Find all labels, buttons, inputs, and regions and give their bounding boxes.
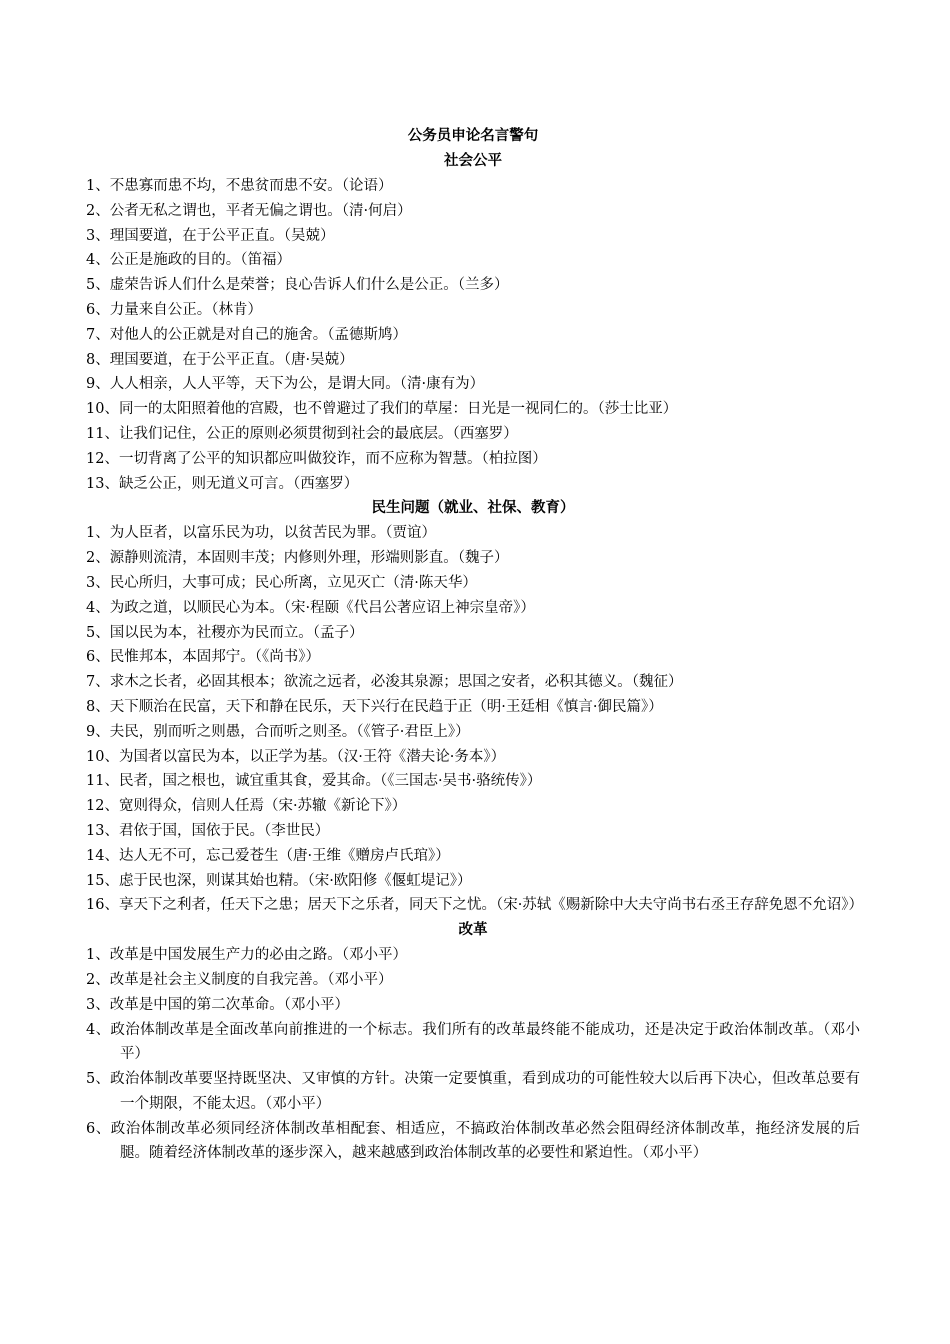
quote-item: 10、为国者以富民为本，以正学为基。（汉·王符《潜夫论·务本》） [86, 748, 506, 765]
quote-item: 11、让我们记住，公正的原则必须贯彻到社会的最底层。（西塞罗） [86, 425, 518, 442]
quote-item: 13、君依于国，国依于民。（李世民） [86, 822, 330, 839]
quote-item: 3、理国要道，在于公平正直。（吴兢） [86, 227, 335, 244]
quote-item: 12、宽则得众，信则人任焉（宋·苏辙《新论下》） [86, 798, 407, 815]
section-heading: 社会公平 [444, 153, 502, 169]
quote-item: 2、公者无私之谓也，平者无偏之谓也。（清·何启） [86, 202, 412, 219]
quote-item: 2、改革是社会主义制度的自我完善。（邓小平） [86, 971, 393, 988]
quote-item: 1、改革是中国发展生产力的必由之路。（邓小平） [86, 947, 407, 964]
quote-item: 9、人人相亲，人人平等，天下为公，是谓大同。（清·康有为） [86, 376, 485, 393]
section-heading: 民生问题（就业、社保、教育） [371, 500, 575, 517]
quote-item: 10、同一的太阳照着他的宫殿，也不曾避过了我们的草屋：日光是一视同仁的。（莎士比亚） [86, 401, 678, 418]
quote-item: 5、政治体制改革要坚持既坚决、又审慎的方针。决策一定要慎重，看到成功的可能性较大以后再下决心，但改革总要有一个期限，不能太迟。（邓小平） [86, 1071, 860, 1112]
quote-item: 5、国以民为本，社稷亦为民而立。（孟子） [86, 624, 364, 641]
quote-item: 7、对他人的公正就是对自己的施舍。（孟德斯鸠） [86, 326, 407, 343]
quote-item: 6、民惟邦本，本固邦宁。（《尚书》） [86, 649, 320, 666]
quote-item: 1、为人臣者，以富乐民为功，以贫苦民为罪。（贾谊） [86, 525, 436, 542]
quote-item: 12、一切背离了公平的知识都应叫做狡诈，而不应称为智慧。（柏拉图） [86, 450, 547, 467]
quote-item: 11、民者，国之根也，诚宜重其食，爱其命。（《三国志·吴书·骆统传》） [86, 773, 542, 790]
quote-item: 13、缺乏公正，则无道义可言。（西塞罗） [86, 475, 359, 492]
quote-item: 7、求木之长者，必固其根本；欲流之远者，必浚其泉源；思国之安者，必积其德义。（魏征） [86, 674, 683, 691]
quote-item: 8、天下顺治在民富，天下和静在民乐，天下兴行在民趋于正（明·王廷相《慎言·御民篇》） [86, 698, 663, 715]
quote-item: 2、源静则流清，本固则丰茂；内修则外理，形端则影直。（魏子） [86, 550, 509, 567]
quote-item: 4、公正是施政的目的。（笛福） [86, 252, 291, 269]
quote-item: 16、享天下之利者，任天下之患；居天下之乐者，同天下之忧。（宋·苏轼《赐新除中大夫守尚书右丞王存辞免恩不允诏》） [86, 897, 864, 914]
quote-item: 6、政治体制改革必须同经济体制改革相配套、相适应，不搞政治体制改革必然会阻碍经济体制改革，拖经济发展的后腿。随着经济体制改革的逐步深入，越来越感到政治体制改革的必要性和紧迫性。（邓小平） [86, 1120, 860, 1162]
quote-item: 8、理国要道，在于公平正直。（唐·吴兢） [86, 351, 354, 368]
quote-item: 14、达人无不可，忘己爱苍生（唐·王维《赠房卢氏琯》） [86, 847, 450, 864]
quote-item: 1、不患寡而患不均，不患贫而患不安。（论语） [86, 178, 393, 194]
quote-item: 6、力量来自公正。（林肯） [86, 301, 262, 318]
quote-item: 3、改革是中国的第二次革命。（邓小平） [86, 996, 349, 1013]
section-social-fairness [86, 149, 860, 496]
document-title: 公务员申论名言警句 [407, 128, 539, 144]
quote-item: 4、政治体制改革是全面改革向前推进的一个标志。我们所有的改革最终能不能成功，还是决定于政治体制改革。（邓小平） [86, 1021, 860, 1063]
section-reform [86, 918, 860, 1166]
quote-item: 3、民心所归，大事可成；民心所离，立见灭亡（清·陈天华） [86, 574, 477, 591]
quote-item: 5、虚荣告诉人们什么是荣誉；良心告诉人们什么是公正。（兰多） [86, 277, 509, 294]
section-heading: 改革 [458, 922, 488, 939]
document-page [86, 124, 864, 1166]
quote-item: 15、虑于民也深，则谋其始也精。（宋·欧阳修《偃虹堤记》） [86, 872, 472, 889]
quote-item: 9、夫民，别而听之则愚，合而听之则圣。（《管子·君臣上》） [86, 723, 470, 740]
quote-item: 4、为政之道，以顺民心为本。（宋·程颐《代吕公著应诏上神宗皇帝》） [86, 599, 535, 616]
section-livelihood [86, 496, 864, 918]
